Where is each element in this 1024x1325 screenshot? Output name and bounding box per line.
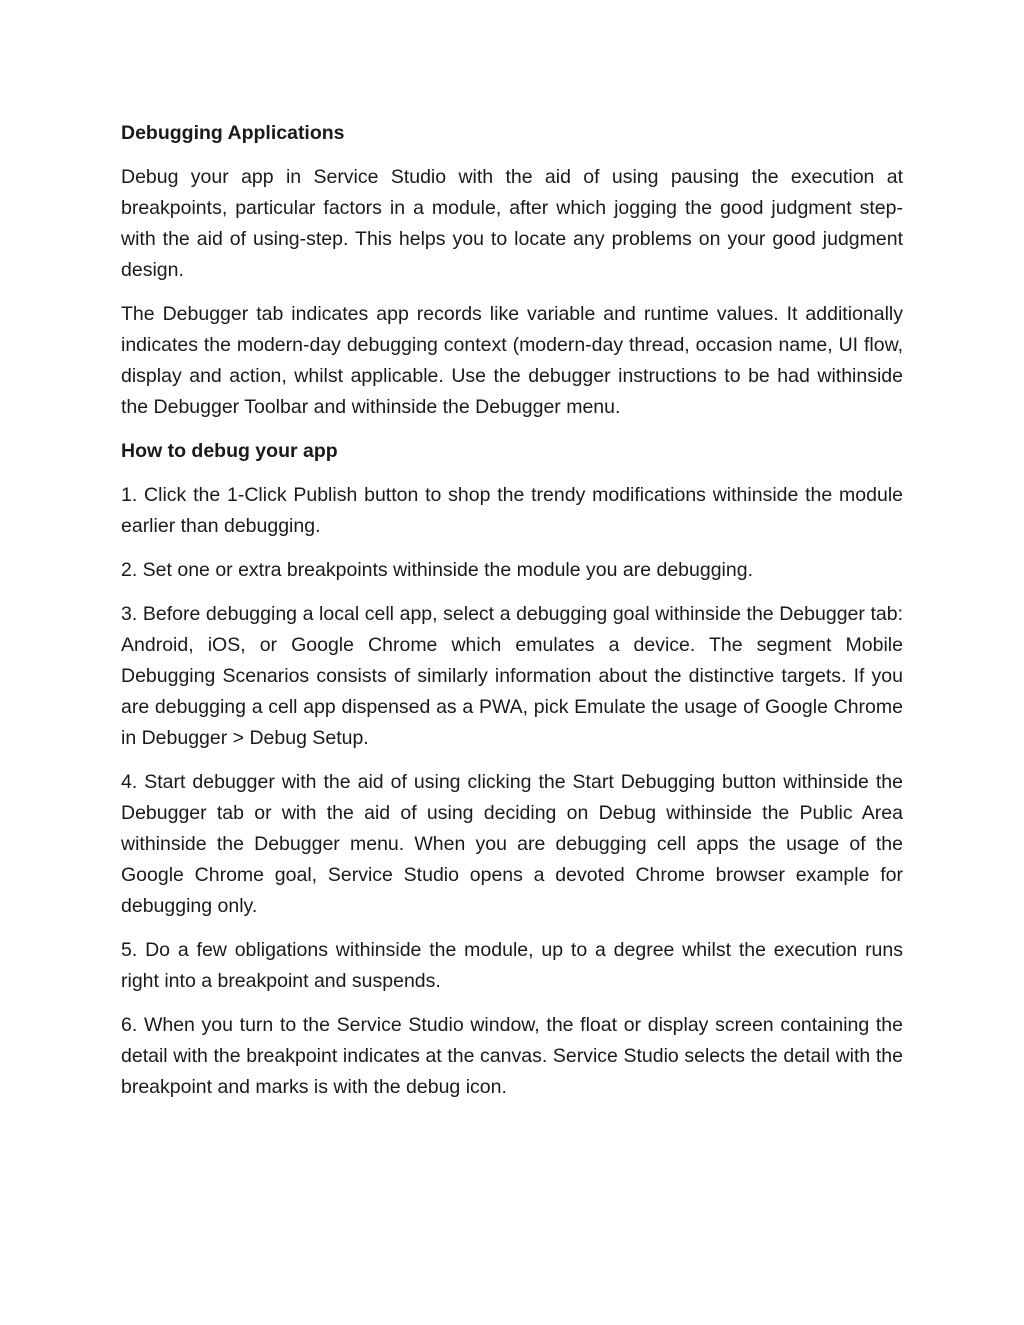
step-6: 6. When you turn to the Service Studio window, the float or display screen containing the detail with the breakpoint indicates at the canvas. Service Studio selects the detail with the breakpoint and marks is with the debug icon. <box>121 1014 903 1098</box>
document-title: Debugging Applications <box>121 122 345 144</box>
step-4: 4. Start debugger with the aid of using clicking the Start Debugging button withinside the Debugger tab or with the aid of using deciding on Debug withinside the Public Area withinside the Debugger menu. When you are debugging cell apps the usage of the Google Chrome goal, Service Studio opens a devoted Chrome browser example for debugging only. <box>121 771 903 917</box>
step-1: 1. Click the 1-Click Publish button to shop the trendy modifications withinside the module earlier than debugging. <box>121 484 903 537</box>
intro-paragraph-2: The Debugger tab indicates app records like variable and runtime values. It additionally indicates the modern-day debugging context (modern-day thread, occasion name, UI flow, display and action, whilst applicable. Use the debugger instructions to be had withinside the Debugger Toolbar and withinside the Debugger menu. <box>121 303 903 418</box>
document-page <box>121 118 903 1116</box>
step-5: 5. Do a few obligations withinside the module, up to a degree whilst the execution runs right into a breakpoint and suspends. <box>121 939 903 992</box>
section-heading: How to debug your app <box>121 440 338 462</box>
step-2: 2. Set one or extra breakpoints withinside the module you are debugging. <box>121 559 753 581</box>
intro-paragraph-1: Debug your app in Service Studio with the aid of using pausing the execution at breakpoints, particular factors in a module, after which jogging the good judgment step-with the aid of using-step. This helps you to locate any problems on your good judgment design. <box>121 166 903 281</box>
step-3: 3. Before debugging a local cell app, select a debugging goal withinside the Debugger tab: Android, iOS, or Google Chrome which emulates a device. The segment Mobile Debugging Scenarios consists of similarly information about the distinctive targets. If you are debugging a cell app dispensed as a PWA, pick Emulate the usage of Google Chrome in Debugger > Debug Setup. <box>121 603 903 749</box>
